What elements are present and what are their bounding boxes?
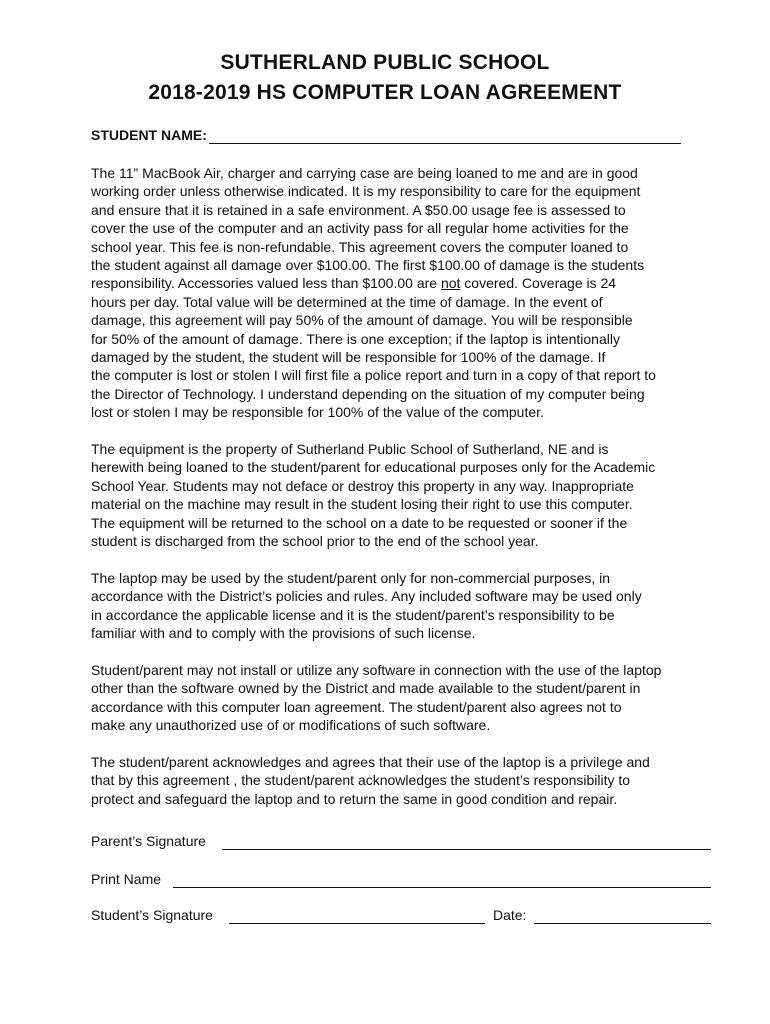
agreement-body — [91, 164, 691, 827]
text-line: Student/parent may not install or utilize any software in connection with the use of the laptop — [91, 661, 662, 678]
student-signature-line[interactable] — [229, 911, 485, 924]
student-name-label: STUDENT NAME: — [91, 127, 207, 143]
text-line: damage, this agreement will pay 50% of the amount of damage. You will be responsible — [91, 312, 633, 329]
text-fragment: for 50% of the amount of damage. — [91, 330, 307, 347]
text-line: herewith being loaned to the student/parent for educational purposes only for the Academic — [91, 459, 656, 476]
paragraph-property — [91, 440, 691, 550]
text-line: cover the use of the computer and an activity pass for all regular home activities for the — [91, 220, 629, 237]
text-line: student is discharged from the school prior to the end of the school year. — [91, 533, 539, 550]
text-line: the student against all damage over $100.00. The first $100.00 of damage is the students — [91, 257, 645, 274]
text-fragment: covered. Coverage is 24 — [460, 275, 617, 292]
text-line — [91, 274, 691, 292]
document-title-agreement: 2018-2019 HS COMPUTER LOAN AGREEMENT — [148, 81, 622, 104]
text-line: The student/parent acknowledges and agrees that their use of the laptop is a privilege and — [91, 753, 650, 770]
paragraph-coverage — [91, 164, 691, 422]
print-name-label: Print Name — [91, 871, 162, 887]
text-line: hours per day. Total value will be determined at the time of damage. In the event of — [91, 293, 603, 310]
print-name-line[interactable] — [173, 875, 711, 888]
print-name-field[interactable] — [91, 866, 711, 888]
date-label: Date: — [492, 907, 527, 923]
parent-signature-line[interactable] — [222, 837, 711, 850]
underlined-text: not — [440, 275, 461, 292]
text-line: School Year. Students may not deface or destroy this property in any way. Inappropriate — [91, 477, 634, 494]
text-line: that by this agreement , the student/parent acknowledges the student’s responsibility to — [91, 772, 631, 789]
text-line: other than the software owned by the District and made available to the student/parent in — [91, 680, 641, 697]
parent-signature-label: Parent’s Signature — [91, 833, 206, 849]
student-signature-label: Student’s Signature — [91, 907, 213, 923]
text-line: school year. This fee is non-refundable. This agreement covers the computer loaned to — [91, 238, 629, 255]
text-line: make any unauthorized use of or modifications of such software. — [91, 717, 491, 734]
document-title-school: SUTHERLAND PUBLIC SCHOOL — [220, 51, 550, 74]
text-line: The equipment is the property of Sutherland Public School of Sutherland, NE and is — [91, 441, 609, 458]
text-line: accordance with the District’s policies and rules. Any included software may be used only — [91, 588, 642, 605]
paragraph-software — [91, 661, 691, 735]
text-line: working order unless otherwise indicated. It is my responsibility to care for the equipment — [91, 183, 641, 200]
text-line: and ensure that it is retained in a safe environment. A $50.00 usage fee is assessed to — [91, 201, 626, 218]
text-line — [91, 330, 691, 348]
text-line — [91, 348, 691, 366]
student-name-line[interactable] — [209, 129, 681, 144]
text-line: accordance with this computer loan agreement. The student/parent also agrees not to — [91, 698, 622, 715]
student-signature-field[interactable] — [91, 902, 711, 924]
text-fragment: There is one exception; if the laptop is intentionally — [306, 330, 620, 347]
text-line: The laptop may be used by the student/parent only for non-commercial purposes, in — [91, 569, 611, 586]
paragraph-acknowledgement — [91, 753, 691, 808]
text-line: protect and safeguard the laptop and to return the same in good condition and repair. — [91, 790, 618, 807]
text-line: The equipment will be returned to the school on a date to be requested or sooner if the — [91, 514, 628, 531]
paragraph-use — [91, 569, 691, 643]
text-fragment: responsibility. Accessories valued less than $100.00 are — [91, 275, 441, 292]
text-line: in accordance the applicable license and it is the student/parent’s responsibility to be — [91, 606, 615, 623]
student-name-field[interactable] — [91, 124, 681, 144]
text-line: the computer is lost or stolen I will first file a police report and turn in a copy of that report to — [91, 367, 656, 384]
text-line: lost or stolen I may be responsible for 100% of the value of the computer. — [91, 404, 544, 421]
text-fragment: If — [593, 349, 606, 366]
text-line: material on the machine may result in the student losing their right to use this computer. — [91, 496, 633, 513]
text-fragment: damaged by the student, the student will be responsible for 100% of the damage. — [91, 349, 594, 366]
text-line: familiar with and to comply with the provisions of such license. — [91, 625, 476, 642]
parent-signature-field[interactable] — [91, 828, 711, 850]
text-line: The 11” MacBook Air, charger and carrying case are being loaned to me and are in good — [91, 165, 638, 181]
text-line: the Director of Technology. I understand depending on the situation of my computer being — [91, 385, 645, 402]
date-line[interactable] — [534, 911, 711, 924]
